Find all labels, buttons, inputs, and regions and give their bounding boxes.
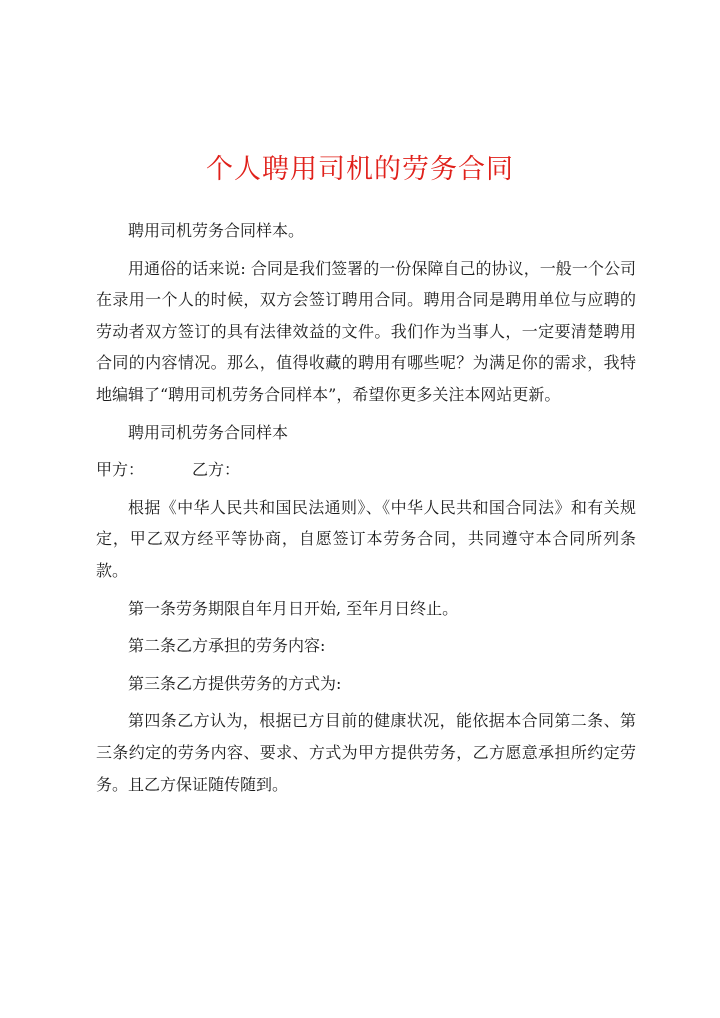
- parties-line: [96, 454, 636, 486]
- paragraph-legal-basis: 根据《中华人民共和国民法通则》、《中华人民共和国合同法》和有关规定，甲乙双方经平等协商，自愿签订本劳务合同，共同遵守本合同所列条款。: [96, 497, 636, 580]
- paragraph-explanation: 用通俗的话来说: 合同是我们签署的一份保障自己的协议，一般一个公司在录用一个人的时候，双方会签订聘用合同。聘用合同是聘用单位与应聘的劳动者双方签订的具有法律效益的文件。我们作为当事人，一定要清楚聘用合同的内容情况。那么，值得收藏的聘用有哪些呢？为满足你的需求，我特地编辑了“聘用司机劳务合同样本”，希望你更多关注本网站更新。: [96, 258, 636, 404]
- party-a-label: 甲方：: [96, 460, 145, 480]
- clause-4: 第四条乙方认为，根据已方目前的健康状况，能依据本合同第二条、第三条约定的劳务内容、要求、方式为甲方提供劳务，乙方愿意承担所约定劳务。且乙方保证随传随到。: [96, 711, 636, 794]
- paragraph-intro: 聘用司机劳务合同样本。: [128, 221, 305, 240]
- clause-1: 第一条劳务期限自年月日开始, 至年月日终止。: [128, 598, 459, 618]
- document-title: 个人聘用司机的劳务合同: [206, 154, 514, 185]
- document-body: [96, 215, 636, 806]
- paragraph-sample-heading: 聘用司机劳务合同样本: [128, 422, 289, 442]
- clause-3: 第三条乙方提供劳务的方式为:: [128, 673, 342, 693]
- party-b-label: 乙方：: [192, 460, 241, 480]
- clause-2: 第二条乙方承担的劳务内容:: [128, 636, 326, 656]
